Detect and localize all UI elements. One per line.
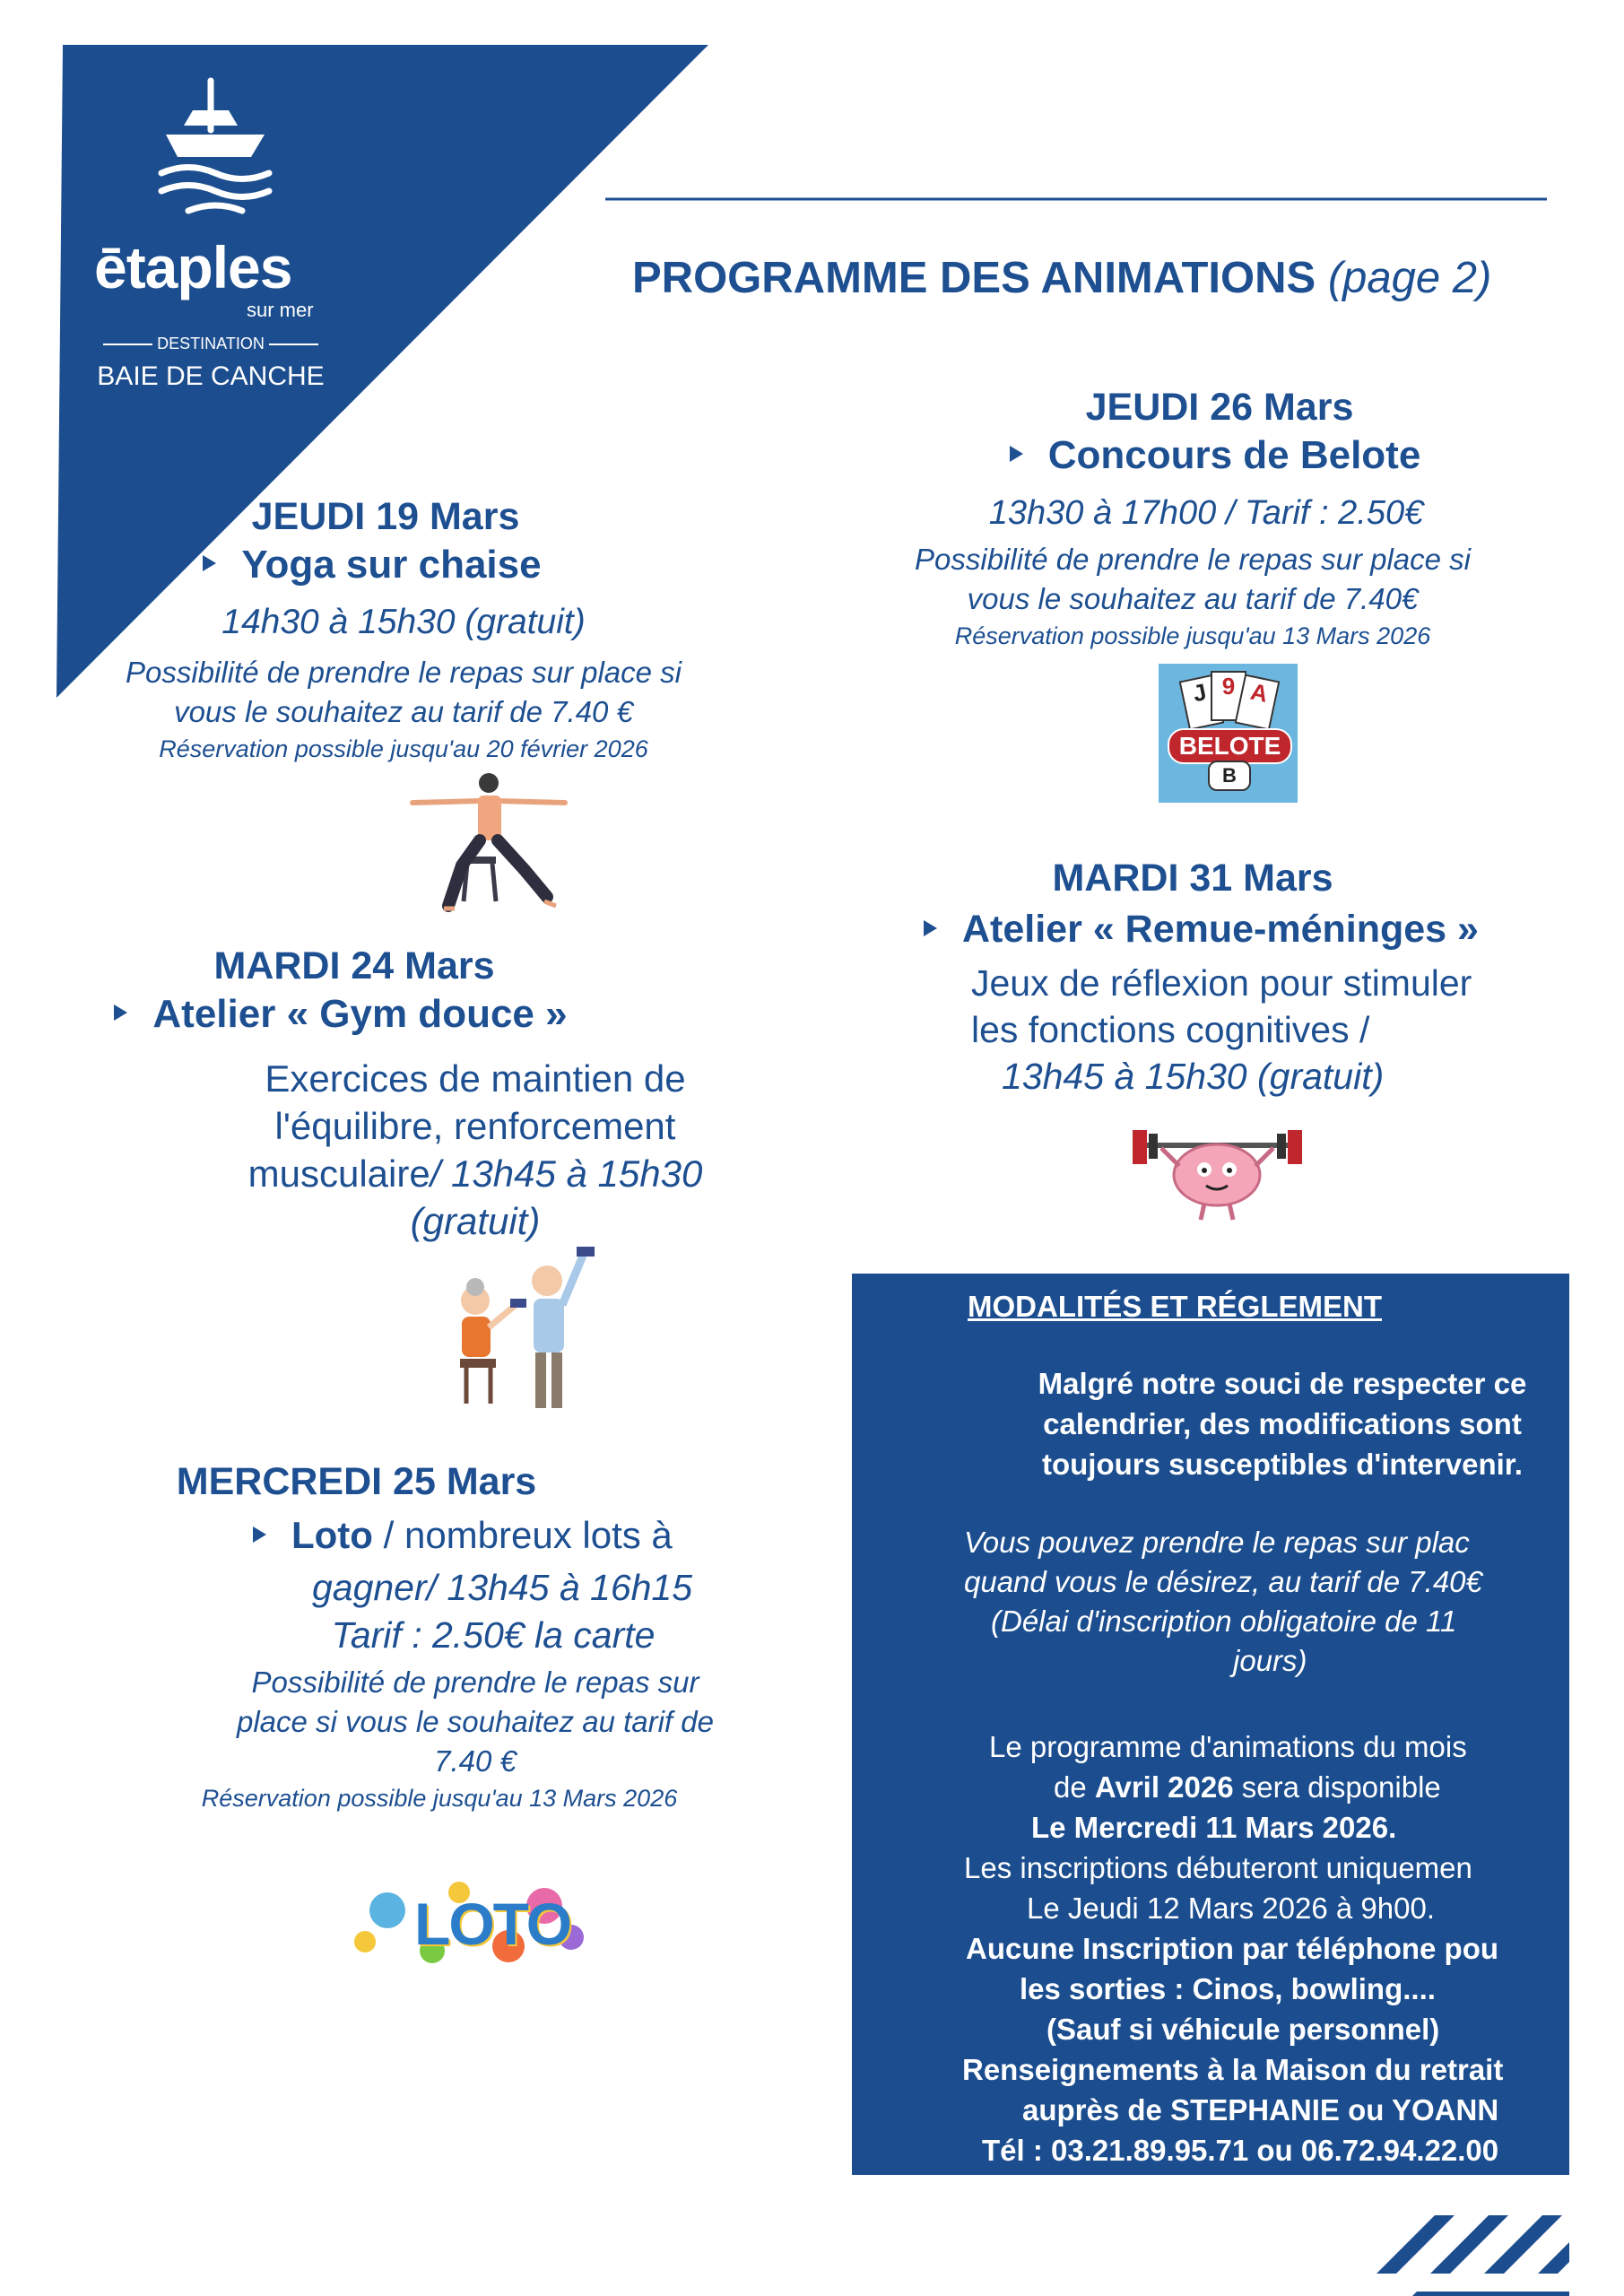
play-bullet-icon	[1010, 446, 1023, 462]
modalites-warning: Malgré notre souci de respecter ce calendrier, des modifications sont toujours susceptibles d'intervenir.	[1038, 1367, 1527, 1481]
event-title: Loto	[291, 1514, 373, 1556]
play-bullet-icon	[253, 1526, 266, 1543]
logo-destination: DESTINATION	[94, 335, 327, 353]
event-meal-2: vous le souhaitez au tarif de 7.40 €	[174, 695, 633, 728]
modalites-repas: Vous pouvez prendre le repas sur plac quand vous le désirez, au tarif de 7.40€ (Délai d'inscription obligatoire de 11 jours)	[964, 1526, 1482, 1677]
event-meal-2: vous le souhaitez au tarif de 7.40€	[967, 582, 1419, 615]
event-belote-details	[870, 491, 1515, 653]
event-time: 13h30 à 17h00 / Tarif : 2.50€	[988, 494, 1424, 532]
event-remue-title	[924, 908, 1479, 952]
event-yoga-details	[117, 599, 690, 766]
event-yoga	[126, 495, 843, 587]
event-desc-3: 13h45 à 15h30 (gratuit)	[1002, 1056, 1385, 1097]
boat-waves-icon	[152, 76, 278, 229]
play-bullet-icon	[114, 1004, 127, 1021]
event-desc-4: (gratuit)	[410, 1200, 541, 1242]
event-reservation: Réservation possible jusqu'au 20 février 2026	[159, 735, 648, 762]
event-desc-2: l'équilibre, renforcement	[274, 1105, 676, 1147]
event-meal-1: Possibilité de prendre le repas sur place si	[915, 543, 1471, 576]
event-day: MARDI 31 Mars	[1052, 857, 1333, 900]
modalites-panel	[852, 1274, 1569, 2175]
event-line-2: gagner/ 13h45 à 16h15	[311, 1567, 693, 1608]
event-loto	[108, 1460, 825, 1504]
modalites-programme: Le programme d'animations du mois de Avril 2026 sera disponible Le Mercredi 11 Mars 2026. Les inscriptions débuteront uniquemen Le Jeudi 12 Mars 2026 à 9h00.	[964, 1730, 1472, 1925]
decorative-stripes	[1376, 2215, 1569, 2296]
page-title: PROGRAMME DES ANIMATIONS (page 2)	[632, 254, 1492, 302]
page-number: (page 2)	[1327, 254, 1492, 302]
logo-sub: sur mer	[247, 299, 314, 321]
event-day: JEUDI 26 Mars	[1085, 386, 1354, 429]
event-line-3: Tarif : 2.50€ la carte	[331, 1614, 656, 1656]
play-bullet-icon	[203, 555, 216, 571]
event-day: MARDI 24 Mars	[213, 944, 495, 987]
event-meal-1: Possibilité de prendre le repas sur	[251, 1665, 699, 1699]
event-day: JEUDI 19 Mars	[251, 495, 520, 538]
event-reservation: Réservation possible jusqu'au 13 Mars 2026	[201, 1785, 678, 1812]
event-meal-2: place si vous le souhaitez au tarif de	[237, 1705, 714, 1738]
loto-logo-text: LOTO	[414, 1891, 571, 1957]
event-desc-1: Jeux de réflexion pour stimuler	[971, 962, 1472, 1004]
logo-baie: BAIE DE CANCHE	[97, 361, 325, 391]
event-title: Atelier « Gym douce »	[0, 992, 825, 1037]
belote-logo-text: BELOTE	[1168, 728, 1292, 764]
card-9: 9	[1211, 671, 1246, 721]
event-desc-1: Exercices de maintien de	[265, 1057, 686, 1100]
modalites-heading: MODALITÉS ET RÉGLEMENT	[968, 1290, 1382, 1323]
brain-weightlifting-illustration	[1125, 1123, 1309, 1222]
event-reservation: Réservation possible jusqu'au 13 Mars 2026	[954, 622, 1431, 649]
yoga-chair-illustration	[408, 767, 569, 915]
belote-logo	[1159, 664, 1298, 803]
play-bullet-icon	[924, 920, 937, 936]
event-remue-details	[971, 960, 1545, 1100]
event-remue	[901, 857, 1547, 900]
event-gym-details	[215, 1055, 735, 1245]
event-belote	[901, 386, 1547, 478]
event-loto-details	[170, 1564, 780, 1815]
event-title: Yoga sur chaise	[0, 543, 843, 587]
event-title: Atelier « Remue-méninges »	[962, 908, 1479, 951]
card-j: J	[1179, 674, 1225, 730]
event-meal-3: 7.40 €	[434, 1744, 517, 1778]
loto-logo	[352, 1879, 589, 1964]
card-a: A	[1235, 674, 1281, 730]
event-gym	[108, 944, 825, 1037]
event-title: Concours de Belote	[883, 433, 1547, 478]
event-loto-title: Loto / nombreux lots à	[253, 1514, 673, 1557]
event-day: MERCREDI 25 Mars	[176, 1460, 537, 1503]
gym-seniors-illustration	[435, 1238, 614, 1413]
logo-name: ētaples	[94, 234, 292, 300]
event-desc-2: les fonctions cognitives /	[971, 1009, 1370, 1050]
event-desc-3: musculaire/ 13h45 à 15h30	[248, 1152, 703, 1195]
event-time: 14h30 à 15h30 (gratuit)	[221, 603, 586, 641]
event-meal-1: Possibilité de prendre le repas sur place si	[126, 656, 682, 689]
modalites-inscriptions: Aucune Inscription par téléphone pou les sorties : Cinos, bowling.... (Sauf si véhicule personnel) Renseignements à la Maison du retrait auprès de STEPHANIE ou YOANN Tél : 03.21.89.95.71 ou 06.72.94.22.00	[962, 1932, 1504, 2167]
belote-logo-b: B	[1208, 761, 1251, 791]
